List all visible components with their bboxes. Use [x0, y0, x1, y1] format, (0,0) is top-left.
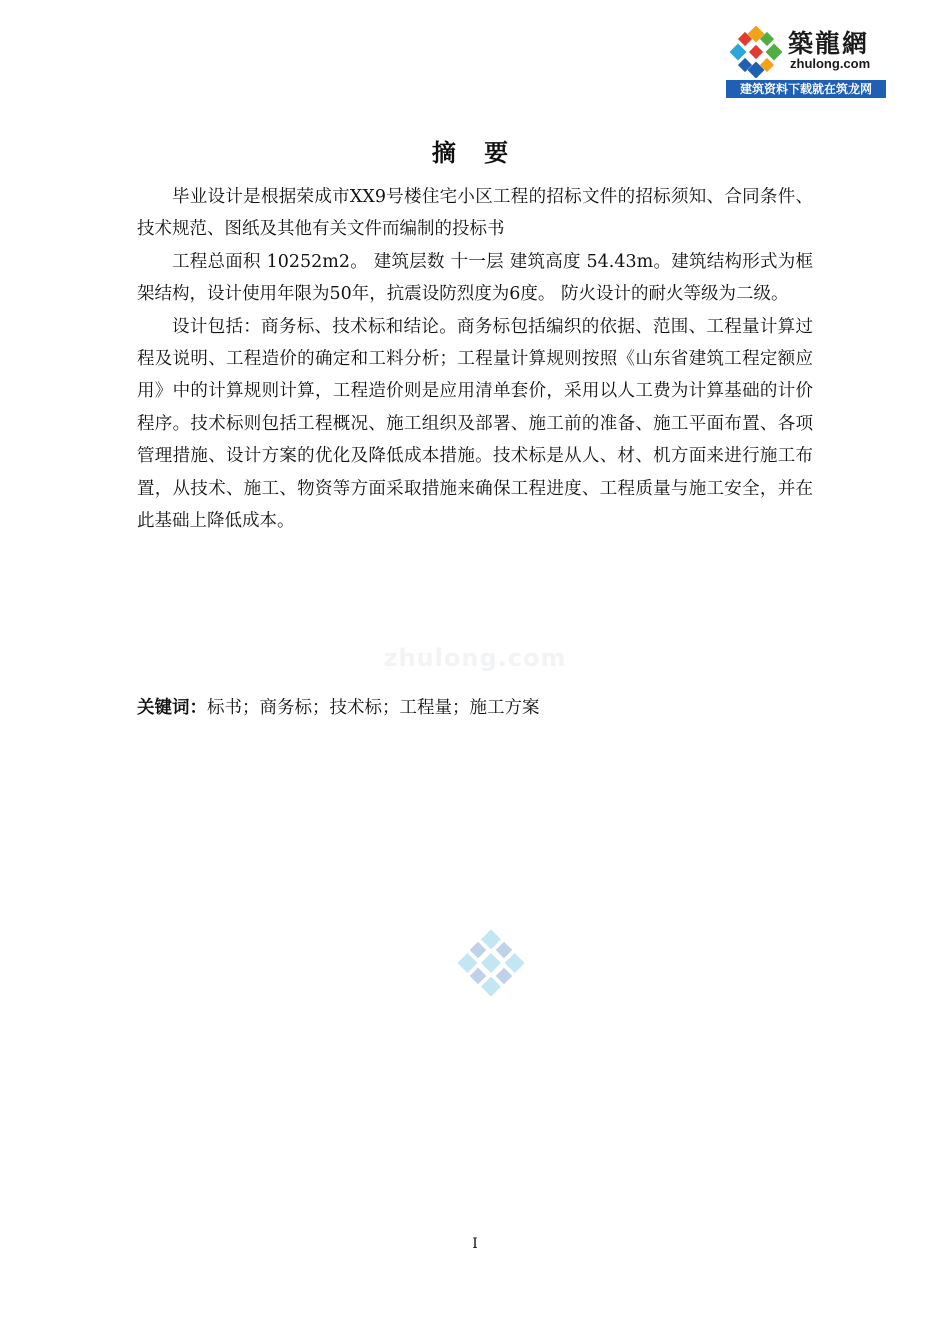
snowflake-logo-icon	[728, 26, 784, 78]
watermark-text: zhulong.com	[383, 644, 567, 672]
abstract-paragraph: 设计包括：商务标、技术标和结论。商务标包括编织的依据、范围、工程量计算过程及说明、工程造价的确定和工料分析；工程量计算规则按照《山东省建筑工程定额应用》中的计算规则计算，工程造价则是应用清单套价，采用以人工费为计算基础的计价程序。技术标则包括工程概况、施工组织及部署、施工前的准备、施工平面布置、各项管理措施、设计方案的优化及降低成本措施。技术标是从人、材、机方面来进行施工布置，从技术、施工、物资等方面采取措施来确保工程进度、工程质量与施工安全，并在此基础上降低成本。	[137, 316, 813, 532]
keywords-value: 标书；商务标；技术标；工程量；施工方案	[207, 698, 540, 718]
zhulong-logo	[726, 20, 886, 98]
logo-name: 築龍網	[788, 29, 870, 58]
page-title: 摘 要	[431, 139, 519, 167]
abstract-paragraph: 毕业设计是根据荣成市XX9号楼住宅小区工程的招标文件的招标须知、合同条件、技术规范、图纸及其他有关文件而编制的投标书	[137, 187, 813, 240]
abstract-paragraph: 工程总面积 10252m2。 建筑层数 十一层 建筑高度 54.43m。建筑结构形式为框架结构，设计使用年限为50年，抗震设防烈度为6度。 防火设计的耐火等级为二级。	[137, 251, 813, 305]
watermark-logo-icon	[458, 930, 524, 996]
logo-slogan: 建筑资料下载就在筑龙网	[726, 80, 886, 98]
logo-top	[726, 20, 886, 80]
keywords-label: 关键词：	[137, 698, 207, 718]
abstract-body	[137, 181, 813, 537]
page-number: I	[472, 1236, 478, 1252]
logo-domain: zhulong.com	[790, 56, 871, 71]
keywords-line	[137, 694, 540, 719]
